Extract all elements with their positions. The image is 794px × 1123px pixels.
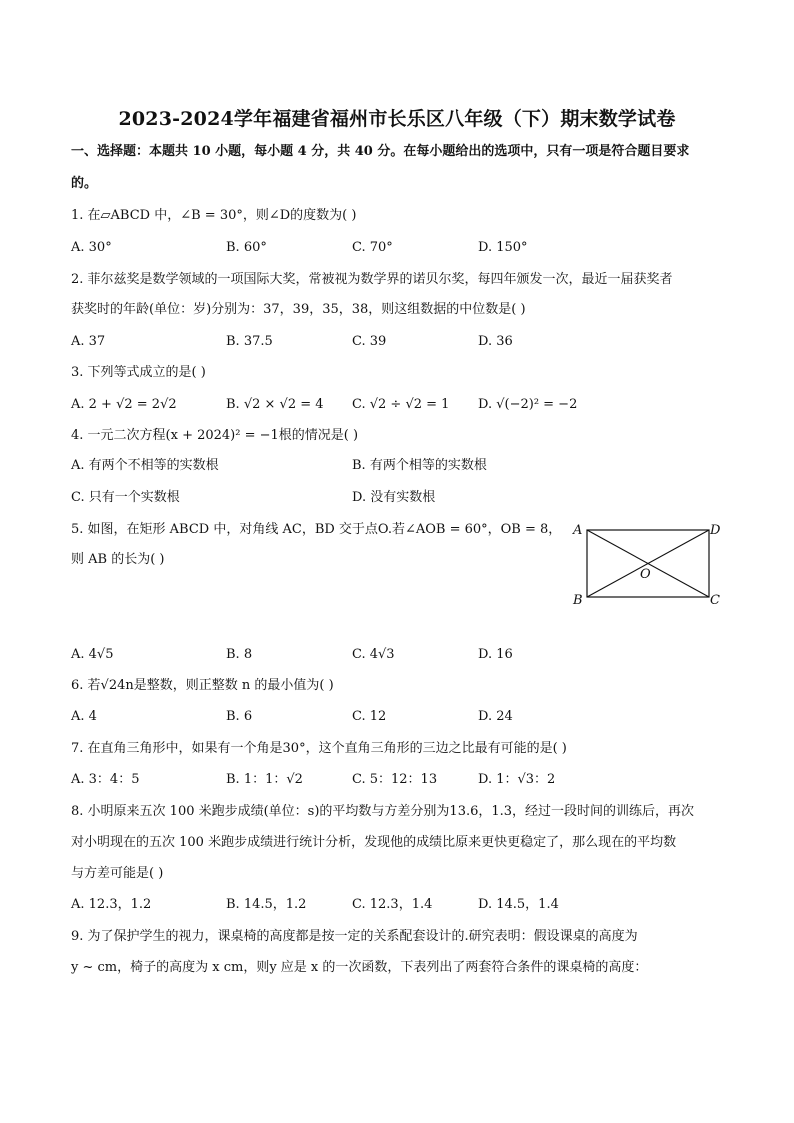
question-7: 7. 在直角三角形中，如果有一个角是30°，这个直角三角形的三边之比最有可能的是( )	[71, 741, 567, 756]
q5-option-a: A. 4√5	[71, 647, 114, 662]
q4-option-b: B. 有两个相等的实数根	[352, 458, 487, 473]
q4-option-c: C. 只有一个实数根	[71, 490, 180, 505]
question-3: 3. 下列等式成立的是( )	[71, 365, 206, 380]
q3-option-c: C. √2 ÷ √2 = 1	[352, 397, 450, 412]
q3-option-a: A. 2 + √2 = 2√2	[71, 397, 177, 412]
q2-option-a: A. 37	[71, 334, 106, 349]
q6-option-c: C. 12	[352, 709, 387, 724]
question-5-cont: 则 AB 的长为( )	[71, 552, 165, 567]
q4-option-d: D. 没有实数根	[352, 490, 436, 505]
q2-option-c: C. 39	[352, 334, 387, 349]
q1-option-c: C. 70°	[352, 240, 393, 255]
question-8-cont-1: 对小明现在的五次 100 米跑步成绩进行统计分析，发现他的成绩比原来更快更稳定了，那么现在的平均数	[71, 835, 677, 850]
q6-option-d: D. 24	[478, 709, 513, 724]
question-2-cont: 获奖时的年龄(单位：岁)分别为：37，39，35，38，则这组数据的中位数是( )	[71, 302, 526, 317]
q6-option-b: B. 6	[226, 709, 253, 724]
q8-option-c: C. 12.3，1.4	[352, 897, 433, 912]
q3-option-d: D. √(−2)² = −2	[478, 397, 578, 412]
center-label-o: O	[640, 567, 651, 582]
section-heading: 一、选择题：本题共 10 小题，每小题 4 分，共 40 分。在每小题给出的选项中，只有一项是符合题目要求	[71, 144, 690, 159]
question-2: 2. 菲尔兹奖是数学领域的一项国际大奖，常被视为数学界的诺贝尔奖，每四年颁发一次，最近一届获奖者	[71, 272, 673, 287]
vertex-label-d: D	[710, 523, 721, 538]
q8-option-b: B. 14.5，1.2	[226, 897, 307, 912]
q7-option-b: B. 1：1：√2	[226, 772, 303, 787]
q7-option-d: D. 1：√3：2	[478, 772, 556, 787]
q6-option-a: A. 4	[71, 709, 97, 724]
section-heading-cont: 的。	[71, 176, 98, 191]
question-9-cont: y ~ cm，椅子的高度为 x cm，则y 应是 x 的一次函数，下表列出了两套符合条件的课桌椅的高度：	[71, 960, 648, 975]
q3-option-b: B. √2 × √2 = 4	[226, 397, 324, 412]
q5-option-b: B. 8	[226, 647, 253, 662]
q7-option-a: A. 3：4：5	[71, 772, 140, 787]
q1-option-b: B. 60°	[226, 240, 267, 255]
vertex-label-b: B	[573, 593, 583, 608]
question-9: 9. 为了保护学生的视力，课桌椅的高度都是按一定的关系配套设计的.研究表明：假设课桌的高度为	[71, 929, 638, 944]
q5-option-d: D. 16	[478, 647, 513, 662]
q2-option-b: B. 37.5	[226, 334, 273, 349]
q5-option-c: C. 4√3	[352, 647, 395, 662]
vertex-label-c: C	[710, 593, 720, 608]
q1-option-a: A. 30°	[71, 240, 112, 255]
q2-option-d: D. 36	[478, 334, 513, 349]
vertex-label-a: A	[573, 523, 583, 538]
q8-option-d: D. 14.5，1.4	[478, 897, 559, 912]
question-5: 5. 如图，在矩形 ABCD 中，对角线 AC，BD 交于点O.若∠AOB = 60°，OB = 8，	[71, 522, 562, 537]
page-title: 2023-2024学年福建省福州市长乐区八年级（下）期末数学试卷	[118, 108, 676, 130]
question-6: 6. 若√24n是整数，则正整数 n 的最小值为( )	[71, 678, 334, 693]
question-8-cont-2: 与方差可能是( )	[71, 866, 164, 881]
q8-option-a: A. 12.3，1.2	[71, 897, 152, 912]
question-8: 8. 小明原来五次 100 米跑步成绩(单位：s)的平均数与方差分别为13.6，1.3，经过一段时间的训练后，再次	[71, 804, 695, 819]
rectangle-figure	[568, 516, 728, 608]
q4-option-a: A. 有两个不相等的实数根	[71, 458, 219, 473]
question-4: 4. 一元二次方程(x + 2024)² = −1根的情况是( )	[71, 428, 359, 443]
question-1: 1. 在▱ABCD 中，∠B = 30°，则∠D的度数为( )	[71, 208, 357, 223]
q1-option-d: D. 150°	[478, 240, 528, 255]
q7-option-c: C. 5：12：13	[352, 772, 438, 787]
